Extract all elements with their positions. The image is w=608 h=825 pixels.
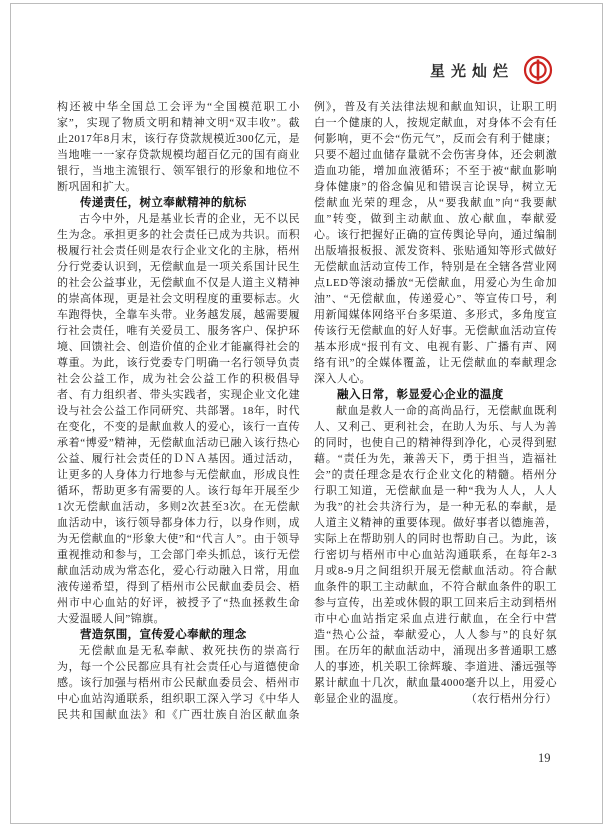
section-heading-daily: 融入日常，彰显爱心企业的温度 <box>337 389 504 401</box>
page-number: 19 <box>538 751 551 765</box>
trade-union-logo-icon <box>523 55 553 85</box>
article-paragraph-responsibility: 古今中外，凡是基业长青的企业，无不以民生为念。承担更多的社会责任已成为共识。而积极履行社会责任则是农行企业文化的主脉，梧州分行党委认识到，无偿献血是一项关系国计民生的社会公益事业，无偿献血不仅是人道主义精神的崇高体现，更是社会文明程度的重要标志。火车跑得快，全靠车头带。业务越发展，越需要履行社会责任，唯有关爱员工、服务客户、保护环境、回馈社会、创造价值的企业才能赢得社会的尊重。为此，该行党委专门明确一名行领导负责社会公益工作，成为社会公益工作的积极倡导者、有力组织者、带头实践者，实现企业文化建设与社会公益工作同研究、共部署。18年，时代在变化，不变的是献血救人的爱心，该行一直传承着“博爱”精神，无偿献血活动已融入该行热心公益、履行社会责任的ＤＮＡ基因。通过活动，让更多的人身体力行地参与无偿献血，形成良性循环，帮助更多有需要的人。该行每年开展至少1次无偿献血活动，多则2次甚至3次。在无偿献血活动中，该行领导都身体力行，以身作则，成为无偿献血的“形象大使”和“代言人”。由于领导重视推动和参与，工会部门牵头抓总，该行无偿献血活动成为常态化，爱心行动融入日常，用血液传递希望，得到了梧州市公民献血委员会、梧州市中心血站的好评，被授予了“热血拯救生命 大爱温暖人间”锦旗。 <box>57 213 312 625</box>
article-paragraph-atmosphere: 无偿献血是无私奉献、救死扶伤的崇高行为，每一个公民都应具有社会责任心与道德使命感。该行加强与梧州市公民献血委员会、梧州市中心血站沟通联系，组织职工深入学习《中华人民共和国献血法》和《广西壮族自治区献血条例》，普及有关法律法规和献血知识，让职工明白一个健康的人，按规定献血，对身体不会有任何影响，更不会“伤元气”，反而会有利于健康；只要不超过血储存量就不会伤害身体，还会刺激造血功能，增加血液循环；不至于被“献血影响身体健康”的俗念偏见和错误言论误导，树立无偿献血光荣的理念，从“要我献血”向“我要献血”转变，做到主动献血、放心献血，奉献爱心。该行把握好正确的宣传舆论导向，通过编制出版墙报板报、派发资料、张贴通知等形式做好无偿献血活动宣传工作，特别是在全辖各营业网点LED等滚动播放“无偿献血，用爱心为生命加油”、“无偿献血，传递爱心”、等宣传口号，利用新闻媒体网络平台多渠道、多形式，多角度宣传该行无偿献血的好人好事。无偿献血活动宣传基本形成“报刊有文、电视有影、广播有声、网络有讯”的全媒体覆盖，让无偿献血的奉献理念深入人心。 <box>57 101 557 721</box>
section-heading-responsibility: 传递责任，树立奉献精神的航标 <box>80 197 247 209</box>
article-body <box>57 99 557 731</box>
article-paragraph-intro: 构还被中华全国总工会评为“全国模范职工小家”，实现了物质文明和精神文明“双丰收”。截止2017年8月末，该行存贷款规模近300亿元，是当地唯一一家存贷款规模均超百亿元的国有商业银行，当地主流银行、领军银行的形象和地位不断巩固和扩大。 <box>57 101 300 193</box>
masthead <box>430 54 553 86</box>
article-attribution: （农行梧州分行） <box>465 693 557 705</box>
article-paragraph-daily <box>314 403 557 707</box>
paragraph-text: 献血是救人一命的高尚品行，无偿献血既利人、又利己、更利社会，在助人为乐、与人为善的同时，也使自己的精神得到净化，心灵得到慰藉。“责任为先，兼善天下，勇于担当，造福社会”的责任理念是农行企业文化的精髓。梧州分行职工知道，无偿献血是一种“我为人人，人人为我”的社会共济行为，是一种无私的奉献，是人道主义精神的重要体现。做好事者以德施善，实际上在帮助别人的同时也帮助自己。为此，该行密切与梧州市中心血站沟通联系，在每年2-3月或8-9月之间组织开展无偿献血活动。符合献血条件的职工主动献血，不符合献血条件的职工参与宣传，出差或休假的职工回来后主动到梧州市中心血站指定采血点进行献血，在全行中营造“热心公益，奉献爱心，人人参与”的良好氛围。在历年的献血活动中，涌现出多普通职工感人的事迹，机关职工徐辉璇、李道进、潘远强等累计献血十几次，献血量4000毫升以上，用爱心彰显企业的温度。 <box>314 405 557 705</box>
masthead-title: 星光灿烂 <box>430 62 515 80</box>
section-heading-atmosphere: 营造氛围，宣传爱心奉献的理念 <box>80 629 247 641</box>
